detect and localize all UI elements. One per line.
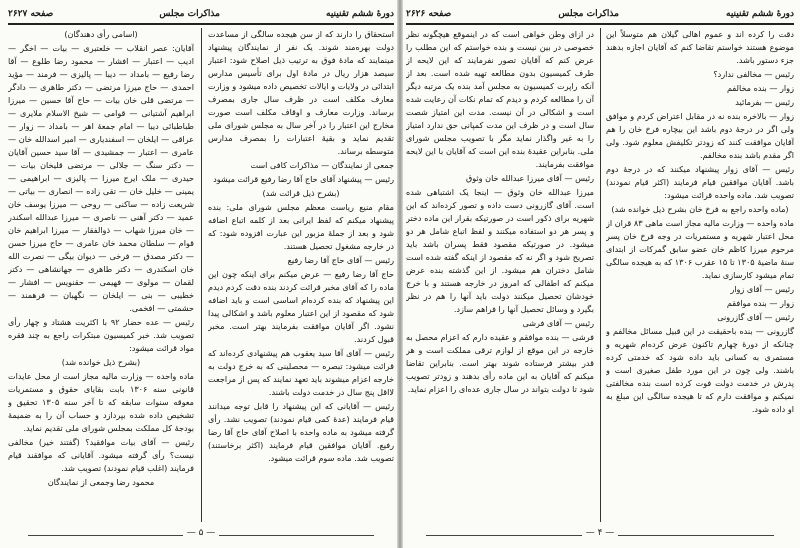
section-heading: (بشرح ذیل خوانده شد) (61, 357, 141, 367)
right-page-title: مذاکرات مجلس (558, 9, 619, 19)
left-column-rule (201, 28, 202, 522)
section-heading: (ماده واحده راجع به فرخ خان بشرح ذیل خوانده شد) (611, 204, 789, 214)
paragraph: رئیس — عده حضار ۹۲ با اکثریت هشتاد و چهار رأی تصویب شد. خبر کمیسیون مبتکرات راجع به چند فقره مواد قرائت میشود: (8, 317, 194, 353)
right-page-header (406, 6, 794, 22)
paragraph: در ازای وطن خواهی است که در اینموقع هیچگونه نظر خصوصی در بین نیست و بنده خواستم که این مطلب را عرض کنم که آقایان تصور نفرمایند که این لایحه از طرف کمیسیون بدون مطالعه تهیه شده است. بعد از آنکه راپرت کمیسیون به مجلس آمد بنده یک مرتبه دیگر آن را مطالعه کردم و دیدم که تمام نکات آن رعایت شده است و اشکالی در آن نیست. مدت این امتیاز شصت سال است و در ظرف این مدت کمپانی حق ندارد امتیاز را به غیر واگذار نماید مگر با تصویب مجلس شورای ملی. بنابراین عقیدهٔ بنده این است که آقایان با این لایحه موافقت بفرمایند. (406, 29, 594, 169)
left-outer-column (8, 28, 194, 522)
right-column-rule (600, 28, 601, 522)
paragraph: رئیس — بفرمائید (735, 97, 794, 107)
right-inner-column (406, 28, 594, 522)
paragraph: رئیس — آقای زوار پیشنهاد میکنند که در درجهٔ دوم باشد. آقایان موافقین قیام فرمایند (اکثر قیام نمودند) تصویب شد. ماده واحده قرائت میشود: (606, 164, 794, 200)
right-header-rule (406, 23, 794, 25)
left-inner-column (208, 28, 394, 522)
paragraph: رئیس — آقایانی که این پیشنهاد را قابل توجه میدانند قیام فرمایند (عدهٔ کمی قیام نمودند) تصویب نشد. رأی گرفته میشود به ماده واحده با اصلاح آقای حاج آقا رضا رفیع. آقایان موافقین قیام فرمایند (اکثر برخاستند) تصویب شد. ماده سوم قرائت میشود. (208, 401, 394, 463)
section-heading: (بشرح ذیل قرائت شد) (262, 188, 340, 198)
left-page-number: صفحه ۲۶۲۷ (8, 9, 54, 19)
left-page-title: مذاکرات مجلس (159, 9, 220, 19)
paragraph: رئیس — آقای زوار (730, 284, 794, 294)
left-page-header (8, 6, 394, 22)
paragraph: زوار — بنده موافقم (726, 298, 794, 308)
paragraph: رئیس — آقای حاج آقا رضا رفیع (287, 255, 394, 265)
paragraph: گازرونی — بنده باحقیقت در این قبیل مسائل مخالفم و چنانکه از دورهٔ چهارم تاکنون عرض کرده‌ام شهریه و مستمری به کسانی باید داده شود که خدمتی کرده باشند. ولی چون در این مورد طفل صغیری است و پدرش در خدمت دولت فوت کرده است بنده مخالفتی نمیکنم و موافقت دارم که تا هیجده سالگی این مبلغ به او داده شود. (606, 326, 794, 414)
paragraph: جمعی از نمایندگان — مذاکرات کافی است (250, 160, 394, 170)
paragraph: میرزا عبدالله خان وثوق — اینجا یک اشتباهی شده است. آقای گازرونی دست داده و تصور کرده‌اند که این شهریه برای ذکور است در صورتیکه بقرار این ماده دختر و پسر هر دو استفاده میکنند و لفظ اتباع شامل هر دو میشود. در صورتیکه مقصود فقط پسران باشد باید تصریح شود و اگر نه که مقصود از اینکه گفته شده است شامل دختران هم میشود. از این گذشته بنده عرض میکنم که اطفالی که امروز در خارجه هستند و با خرج خودشان تحصیل میکنند دولت باید آنها را هم در نظر بگیرد و وسائل تحصیل آنها را فراهم سازد. (406, 187, 594, 314)
left-page (8, 0, 394, 548)
paragraph: آقایان: عصر انقلاب — خلعتبری — بیات — اخگر — ادیب — اعتبار — افشار — محمود رضا طلوع — آقا رضا رفیع — بامداد — دیبا — پالیزی — فرمند — مؤید احمدی — حاج میرزا مرتضی — دکتر طاهری — دادگر — مرتضی قلی خان بیات — حاج آقا حسین — میرزا ابراهیم آشتیانی — قوامی — شیخ الاسلام ملایری — طباطبائی دیبا — امام جمعهٔ اهر — بامداد — زوار — عراقی — ایلخان — اسفندیاری — امیر اسدالله خان — عامری — اعتبار — جمشیدی — آقا سید حسین آقایان — دکتر سنگ — جلالی — مرتضی قلیخان بیات — حیدری — ملک ایرج میرزا — پالیزی — ابراهیمی — یمینی — خلیل خان — تقی زاده — انصاری — بیاتی — شریعت زاده — ساکنی — روحی — میرزا یوسف خان عمید — دکتر آهنی — ناصری — میرزا عبدالله اسکندر — خان میرزا شهاب — ذوالفقار — میرزا ابراهیم خان قوام — سلطان محمد خان عامری — حاج میرزا حسن — دکتر مصدق — فرخی — دیوان بیگی — نصرت الله خان اسکندری — دکتر طاهری — جهانشاهی — دکتر لقمان — مولوی — فهیمی — حقنویس — افشار — خطیبی — بنی — ایلخان — نگهبان — فرهمند — حشمتی — افخمی. (8, 43, 194, 313)
paragraph: مقام منیع ریاست معظم مجلس شورای ملی: بنده پیشنهاد میکنم که لفظ ایرانی بعد از کلمه اتباع اضافه شود و بعد از جملهٔ مزبور این عبارت افزوده شود: که در خارجه مشغول تحصیل هستند. (208, 202, 394, 251)
paragraph: رئیس — آقای فرشی (522, 318, 594, 328)
right-folio: — ۴ — (582, 528, 619, 538)
paragraph: ماده واحده — وزارت مالیه مجاز است ماهی ۸۳ قران از محل اعتبار شهریه و مستمریات در وجه فرخ خان پسر مرحوم میرزا کاظم خان عضو سابق گمرکات از ابتدای سنهٔ ماضیهٔ ۱۳۰۵ تا ۱۵ عقرب ۱۳۰۶ که به هیجده سالگی تمام میشود کارسازی نماید. (606, 218, 794, 280)
paragraph: رئیس — آقای آقا سید یعقوب هم پیشنهادی کرده‌اند که قرائت میشود: تبصره — محصلینی که به خرج دولت به خارجه اعزام میشوند باید تعهد نمایند که پس از مراجعت لااقل پنج سال در خدمت دولت باشند. (208, 348, 394, 397)
left-page-session: دورهٔ ششم تقنینیه (326, 9, 394, 19)
paragraph: رئیس — آقای میرزا عبدالله خان وثوق (465, 173, 594, 183)
right-outer-column (606, 28, 794, 522)
paragraph: زوار — بنده مخالفم (727, 83, 794, 93)
right-page-footer (406, 528, 794, 542)
paragraph: استحقاق را دارند که از سن هیجده سالگی از مساعدت دولت بهره‌مند شوند. یک نفر از نمایندگان پیشنهاد مینمایند که مادهٔ فوق به ترتیب ذیل اصلاح شود: اعتبار سیصد هزار ریال در مادهٔ اول برای تأسیس مدارس ابتدائی در ولایات و ایالات تخصیص داده میشود و وزارت معارف مکلف است در ظرف سال جاری بمصرف برساند. وزارت معارف و اوقاف مکلف است صورت مخارج این اعتبار را در آخر سال به مجلس شورای ملی تقدیم نماید و بقیهٔ اعتبارات را بمصرف مدارس متوسطه برساند. (208, 29, 394, 156)
paragraph: ماده واحده — وزارت مالیه مجاز است از محل عایدات قانونی سنه ۱۳۰۶ بابت بقایای حقوق و مستمریات معوقه سنوات سابقه که تا آخر سنه ۱۳۰۵ تحقیق و تشخیص داده شده بپردازد و حساب آن را به ضمیمهٔ بودجهٔ کل مملکت بمجلس شورای ملی تقدیم نماید. (8, 371, 194, 433)
paragraph: زوار — بالاخره بنده نه در مقابل اعتراض کردم و موافق ولی اگر در درجهٔ دوم باشد این بیچاره فرخ خان را هم آقایان موافقت کنند که زودتر تکلیفش معلوم شود. ولی اگر مقدم باشد بنده مخالفم. (606, 111, 794, 160)
paragraph: رئیس — مخالفی ندارد؟ (713, 69, 794, 79)
signature-line: محمود رضا وجمعی از نمایندگان (47, 477, 155, 487)
right-page-session: دورهٔ ششم تقنینیه (726, 9, 794, 19)
right-page (406, 0, 794, 548)
paragraph: فرشی — بنده موافقم و عقیده دارم که اعزام محصل به خارجه در این موقع از لوازم ترقی مملکت است و هر قدر بیشتر فرستاده شوند بهتر است. بنابراین تقاضا میکنم که آقایان به این ماده رأی بدهند و زودتر تصویب شود تا دولت بتواند در سال جاری عده‌ای را اعزام نماید. (406, 332, 594, 394)
book-gutter (397, 0, 403, 548)
paragraph: دقت را کرده اند و عموم اهالی گیلان هم متوسلاً این موضوع هستند خواستم تقاضا کنم که آقایان اجازه بدهند جزء دستور باشد. (606, 29, 794, 65)
paragraph: رئیس — آقای بیات موافقید؟ (گفتند خیر) مخالفی نیست؟ رأی گرفته میشود. آقایانی که موافقند قیام فرمایند (اغلب قیام نمودند) تصویب شد. (8, 437, 194, 473)
left-header-rule (8, 23, 394, 25)
paragraph: رئیس — پیشنهاد آقای حاج آقا رضا رفیع قرائت میشود (213, 174, 394, 184)
section-heading: (اسامی رأی دهندگان) (64, 29, 138, 39)
paragraph: رئیس — آقای گازرونی (717, 312, 794, 322)
left-page-footer (8, 528, 394, 542)
paragraph: حاج آقا رضا رفیع — عرض میکنم برای اینکه چون این ماده را که آقای مخبر قرائت کردند بنده دقت کردم دیدم این پیشنهاد که بنده کرده‌ام اساسی است و باید اضافه شود که مقصود از این اعتبار معلوم باشد و اشکالی پیدا نشود. اگر آقایان موافقت بفرمایند بهتر است. مخبر قبول کردند. (208, 269, 394, 344)
left-folio: — ۵ — (183, 528, 220, 538)
right-page-number: صفحه ۲۶۲۶ (406, 9, 452, 19)
